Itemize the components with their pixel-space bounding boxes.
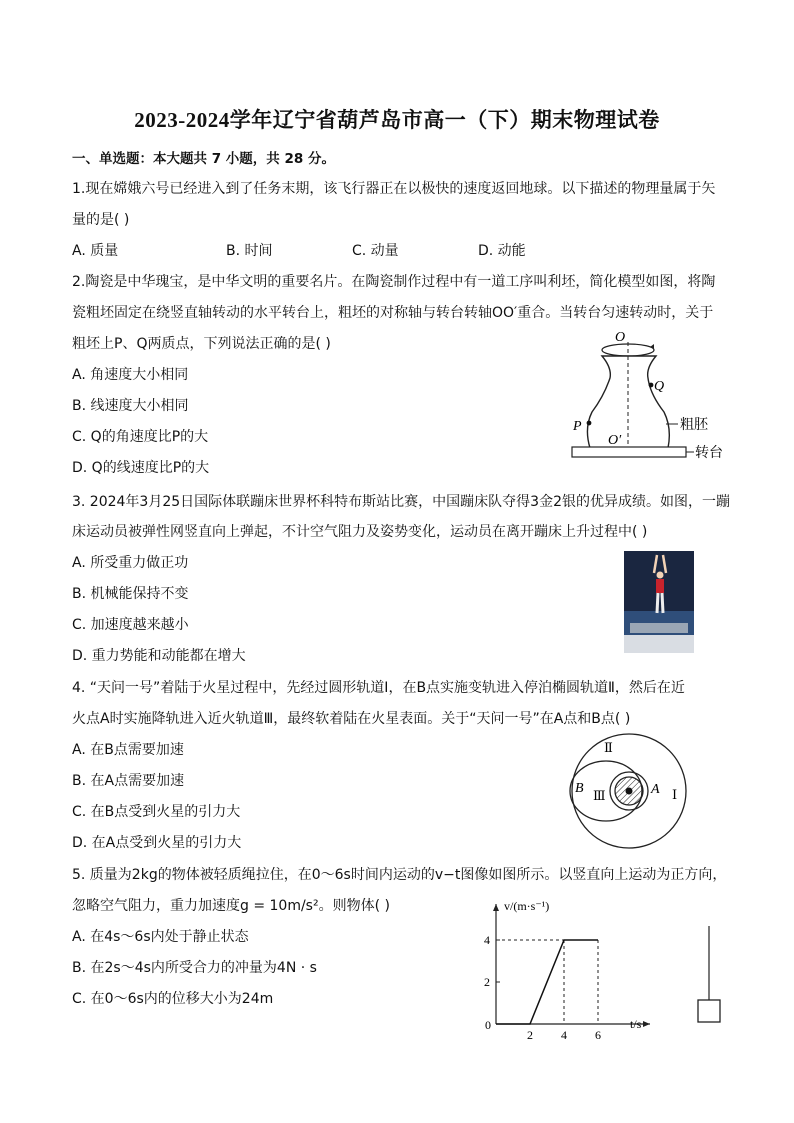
q3-option-b: B. 机械能保持不变 xyxy=(72,586,189,602)
x-tick-label: 6 xyxy=(595,1028,601,1042)
block xyxy=(698,1000,720,1022)
label-o-bottom: O′ xyxy=(608,433,622,448)
q5-option-c: C. 在0～6s内的位移大小为24m xyxy=(72,991,274,1007)
label-pi: 粗胚 xyxy=(680,418,708,433)
q3-line2: 床运动员被弹性网竖直向上弹起，不计空气阻力及姿势变化，运动员在离开蹦床上升过程中( ) xyxy=(72,524,648,540)
label-a: A xyxy=(651,782,660,797)
label-p: P xyxy=(573,419,582,434)
q3-option-a: A. 所受重力做正功 xyxy=(72,555,189,571)
point-p xyxy=(587,421,592,426)
q1-line1: 1.现在嫦娥六号已经进入到了任务末期，该飞行器正在以极快的速度返回地球。以下描述的物理量属于矢 xyxy=(72,181,716,197)
x-axis-label: t/s xyxy=(630,1017,642,1031)
q1-line2: 量的是( ) xyxy=(72,212,130,228)
q4-option-b: B. 在A点需要加速 xyxy=(72,773,185,789)
q4-line2: 火点A时实施降轨进入近火轨道Ⅲ，最终软着陆在火星表面。关于“天问一号”在A点和B点( ) xyxy=(72,711,631,727)
q4-option-d: D. 在A点受到火星的引力大 xyxy=(72,835,242,851)
q4-option-a: A. 在B点需要加速 xyxy=(72,742,184,758)
q3-line1: 3. 2024年3月25日国际体联蹦床世界杯科特布斯站比赛，中国蹦床队夺得3金2银的优异成绩。如图，一蹦 xyxy=(72,494,730,510)
q5-option-b: B. 在2s～4s内所受合力的冲量为4N · s xyxy=(72,960,317,976)
q3-option-d: D. 重力势能和动能都在增大 xyxy=(72,648,246,664)
pottery-figure xyxy=(560,328,730,464)
orbit-figure xyxy=(566,730,696,852)
label-ii: Ⅱ xyxy=(604,740,613,755)
q1-option-b: B. 时间 xyxy=(226,243,273,259)
x-tick-label: 4 xyxy=(561,1028,567,1042)
q1-option-a: A. 质量 xyxy=(72,243,119,259)
q2-option-c: C. Q的角速度比P的大 xyxy=(72,429,209,445)
x-tick-label: 2 xyxy=(527,1028,533,1042)
label-q: Q xyxy=(654,379,665,394)
y-tick-label: 4 xyxy=(484,933,490,947)
label-i: Ⅰ xyxy=(672,787,678,802)
page-title: 2023-2024学年辽宁省葫芦岛市高一（下）期末物理试卷 xyxy=(134,108,660,132)
series-line xyxy=(496,940,598,1024)
y-tick-label: 2 xyxy=(484,975,490,989)
q2-line2: 瓷粗坯固定在绕竖直轴转动的水平转台上，粗坯的对称轴与转台转轴OO′重合。当转台匀速转动时，关于 xyxy=(72,305,714,321)
q2-option-d: D. Q的线速度比P的大 xyxy=(72,460,210,476)
point-q xyxy=(649,383,654,388)
q1-option-c: C. 动量 xyxy=(352,243,399,259)
vt-chart xyxy=(470,896,660,1042)
label-table: 转台 xyxy=(695,446,723,461)
turntable xyxy=(572,447,686,457)
q2-option-b: B. 线速度大小相同 xyxy=(72,398,189,414)
trampoline-photo xyxy=(624,551,694,653)
label-b: B xyxy=(575,781,584,796)
q2-line1: 2.陶瓷是中华瑰宝，是中华文明的重要名片。在陶瓷制作过程中有一道工序叫利坯，简化模型如图，将陶 xyxy=(72,274,716,290)
q2-option-a: A. 角速度大小相同 xyxy=(72,367,189,383)
label-o-top: O xyxy=(615,330,626,345)
q4-line1: 4. “天问一号”着陆于火星过程中，先经过圆形轨道Ⅰ，在B点实施变轨进入停泊椭圆轨道Ⅱ，然后在近 xyxy=(72,680,685,696)
label-iii: Ⅲ xyxy=(593,788,606,803)
q4-option-c: C. 在B点受到火星的引力大 xyxy=(72,804,241,820)
q5-option-a: A. 在4s～6s内处于静止状态 xyxy=(72,929,249,945)
y-axis-label: v/(m·s⁻¹) xyxy=(504,899,550,913)
section-heading: 一、单选题：本大题共 7 小题，共 28 分。 xyxy=(72,151,335,167)
rope-block-figure xyxy=(694,924,726,1028)
q5-line1: 5. 质量为2kg的物体被轻质绳拉住，在0～6s时间内运动的v−t图像如图所示。以竖直向上运动为正方向， xyxy=(72,867,727,883)
q2-line3: 粗坯上P、Q两质点，下列说法正确的是( ) xyxy=(72,336,331,352)
q5-line2: 忽略空气阻力，重力加速度g = 10m/s²。则物体( ) xyxy=(72,898,390,914)
q3-option-c: C. 加速度越来越小 xyxy=(72,617,189,633)
tick-label-origin: 0 xyxy=(485,1018,491,1032)
q1-option-d: D. 动能 xyxy=(478,243,526,259)
